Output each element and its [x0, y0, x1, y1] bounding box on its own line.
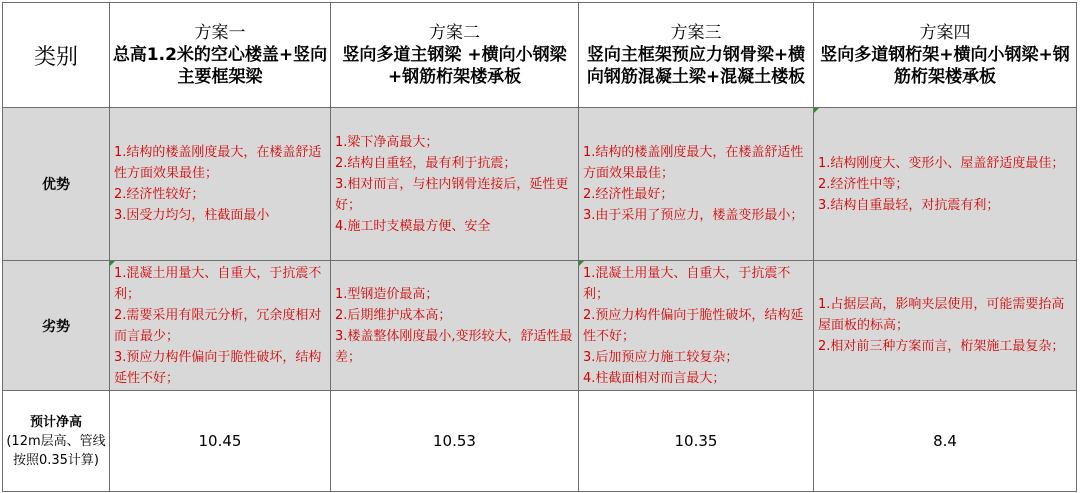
height-value-1: 10.45: [110, 391, 331, 492]
comparison-table: [2, 2, 1077, 492]
list-item: 3.预应力构件偏向于脆性破坏，结构延性不好；: [114, 349, 322, 386]
list-item: 1.混凝土用量大、自重大，于抗震不利；: [583, 265, 791, 302]
advantages-cell-4: [814, 108, 1077, 261]
list-item: 1.结构刚度大、变形小、屋盖舒适度最佳；: [818, 155, 1065, 171]
category-header: 类别: [3, 3, 110, 108]
disadvantages-row: [3, 261, 1077, 391]
height-value-3: 10.35: [579, 391, 814, 492]
height-label-sub: (12m层高、管线按照0.35计算): [6, 433, 106, 468]
list-item: 1.梁下净高最大；: [335, 134, 439, 150]
plan-title: 方案一: [194, 23, 246, 43]
plan-title: 方案三: [670, 23, 722, 43]
cell-comment-marker: [814, 108, 819, 113]
list-item: 3.因受力均匀，柱截面最小: [114, 208, 270, 223]
list-item: 2.相对前三种方案而言，桁架施工最复杂；: [818, 339, 1065, 354]
list-item: 2.经济性较好；: [114, 187, 205, 202]
plan-title: 方案四: [919, 23, 971, 43]
plan-desc: 竖向多道主钢梁 +横向小钢梁+钢筋桁架楼承板: [342, 45, 567, 87]
advantages-cell-2: [331, 108, 579, 261]
cell-comment-marker: [579, 261, 584, 266]
plan-desc: 竖向主框架预应力钢骨梁+横向钢筋混凝土梁+混凝土楼板: [586, 45, 806, 87]
advantages-row: [3, 108, 1077, 261]
disadvantages-label: 劣势: [3, 261, 110, 391]
list-item: 1.混凝土用量大、自重大，于抗震不利；: [114, 265, 322, 302]
list-item: 2.经济性中等；: [818, 176, 909, 192]
plan-3-header: [579, 3, 814, 108]
header-row: [3, 3, 1077, 108]
list-item: 1.结构的楼盖刚度最大，在楼盖舒适性方面效果最佳；: [583, 145, 804, 181]
plan-1-header: [110, 3, 331, 108]
list-item: 2.后期维护成本高；: [335, 307, 452, 323]
plan-2-header: [331, 3, 579, 108]
list-item: 3.楼盖整体刚度最小,变形较大，舒适性最差；: [335, 328, 573, 365]
disadvantages-cell-1: [110, 261, 331, 391]
list-item: 1.结构的楼盖刚度最大，在楼盖舒适性方面效果最佳；: [114, 145, 322, 181]
height-label-main: 预计净高: [29, 414, 82, 430]
list-item: 2.结构自重轻，最有利于抗震；: [335, 155, 517, 171]
height-label: [3, 391, 110, 492]
advantages-cell-1: [110, 108, 331, 261]
disadvantages-cell-3: [579, 261, 814, 391]
height-row: [3, 391, 1077, 492]
list-item: 2.需要采用有限元分析，冗余度相对而言最少；: [114, 307, 322, 344]
cell-comment-marker: [110, 261, 115, 266]
disadvantages-cell-4: [814, 261, 1077, 391]
list-item: 1.占据层高，影响夹层使用，可能需要抬高屋面板的标高；: [818, 297, 1065, 333]
list-item: 3.结构自重最轻，对抗震有利；: [818, 197, 1000, 213]
list-item: 4.柱截面相对而言最大；: [583, 370, 726, 386]
list-item: 4.施工时支模最方便、安全: [335, 218, 491, 234]
list-item: 3.相对而言，与柱内钢骨连接后，延性更好；: [335, 176, 569, 213]
plan-title: 方案二: [429, 23, 480, 43]
advantages-label: 优势: [3, 108, 110, 261]
list-item: 3.后加预应力施工较复杂；: [583, 349, 739, 365]
height-value-2: 10.53: [331, 391, 579, 492]
list-item: 1.型钢造价最高；: [335, 286, 439, 302]
plan-4-header: [814, 3, 1077, 108]
disadvantages-cell-2: [331, 261, 579, 391]
height-value-4: 8.4: [814, 391, 1077, 492]
list-item: 2.经济性最好；: [583, 187, 674, 202]
plan-desc: 竖向多道钢桁架+横向小钢梁+钢筋桁架楼承板: [820, 45, 1070, 87]
list-item: 3.由于采用了预应力，楼盖变形最小；: [583, 208, 804, 223]
advantages-cell-3: [579, 108, 814, 261]
list-item: 2.预应力构件偏向于脆性破坏，结构延性不好；: [583, 307, 804, 344]
plan-desc: 总高1.2米的空心楼盖+竖向主要框架梁: [112, 45, 328, 87]
